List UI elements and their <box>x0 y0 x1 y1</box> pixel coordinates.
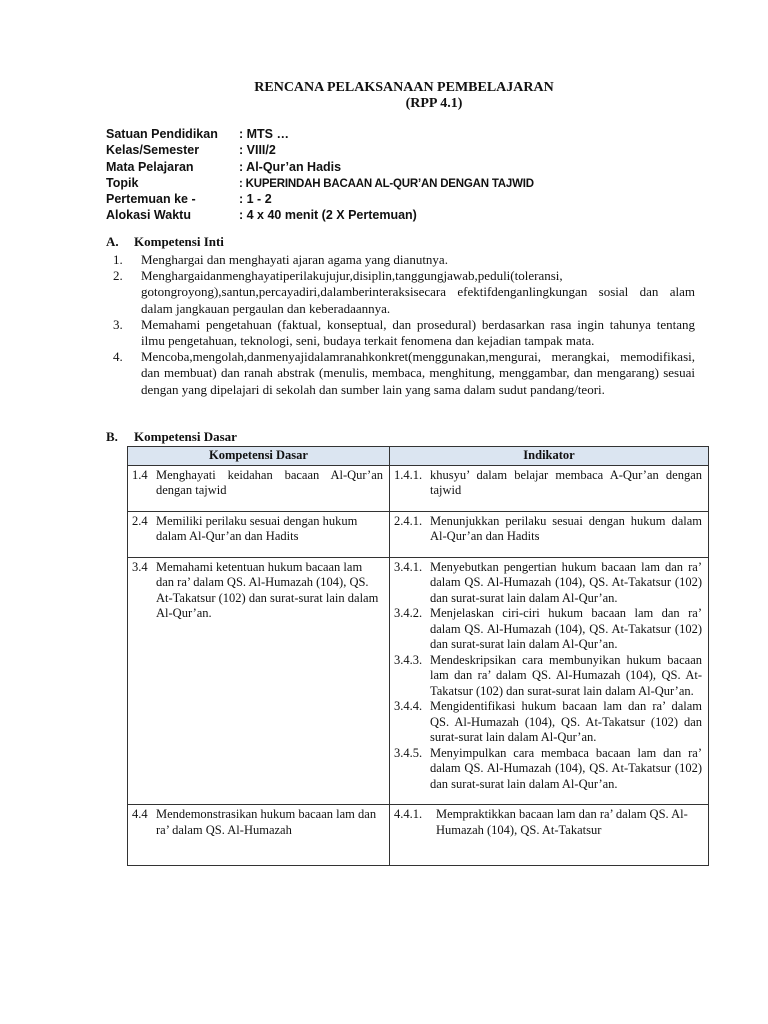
indicator-number: 4.4.1. <box>394 807 423 821</box>
list-number: 1. <box>113 252 123 267</box>
document-subtitle: (RPP 4.1) <box>405 96 463 111</box>
section-title: Kompetensi Dasar <box>134 429 237 444</box>
indicator-cell <box>390 511 709 557</box>
document-title: RENCANA PELAKSANAAN PEMBELAJARAN <box>254 80 554 95</box>
kd-number: 3.4 <box>132 559 148 574</box>
kd-cell <box>128 805 390 866</box>
indicator-number: 2.4.1. <box>394 513 423 528</box>
identity-label: Kelas/Semester <box>106 143 200 158</box>
list-text: Mencoba,mengolah,danmenyajidalamranahkonkret(menggunakan,mengurai, merangkai, memodifikasi, dan membuat) dan ranah abstrak (menulis, membaca, menghitung, menggambar, dan mengarang) sesuai dengan yang dipelajari di sekolah dan sumber lain yang sama dalam sudut pandang/teori. <box>141 349 695 397</box>
table-row <box>128 557 709 805</box>
list-text: Menghargaidanmenghayatiperilakujujur,disiplin,tanggungjawab,peduli(toleransi, gotongroyong),santun,percayadiri,dalamberinteraksisecara efektifdenganlingkungan sosial dan alam dalam jangkauan pergaulan dan keberadaannya. <box>141 268 695 316</box>
identity-label: Pertemuan ke - <box>106 192 196 207</box>
column-header-indikator: Indikator <box>390 447 709 466</box>
indicator-text: Menjelaskan ciri-ciri hukum bacaan lam dan ra’ dalam QS. Al-Humazah (104), QS. At-Takatsur (102) dan surat-surat lain dalam Al-Qur’an. <box>430 606 702 651</box>
identity-row <box>106 175 534 191</box>
indicator-number: 3.4.1. <box>394 559 423 574</box>
kd-number: 1.4 <box>132 467 148 482</box>
list-text: Memahami pengetahuan (faktual, konseptual, dan prosedural) berdasarkan rasa ingin tahunya tentang ilmu pengetahuan, teknologi, seni, budaya terkait fenomena dan kejadian tampak mata. <box>141 316 695 349</box>
identity-label: Mata Pelajaran <box>106 159 194 174</box>
kompetensi-inti-list <box>113 252 695 398</box>
indicator-text: Menyebutkan pengertian hukum bacaan lam dan ra’ dalam QS. Al-Humazah (104), QS. At-Takatsur (102) dan surat-surat lain dalam Al-Qur’an. <box>430 559 702 605</box>
list-number: 3. <box>113 316 123 332</box>
indicator-cell <box>390 805 709 866</box>
section-letter: A. <box>106 234 119 249</box>
identity-value: : VIII/2 <box>239 143 276 158</box>
indicator-text: Mendeskripsikan cara membunyikan hukum bacaan lam dan ra’ dalam QS. Al-Humazah (104), QS. At-Takatsur (102) dan surat-surat lain dalam Al-Qur’an. <box>430 652 702 698</box>
indicator-number: 3.4.5. <box>394 745 423 760</box>
indicator-text: khusyu’ dalam belajar membaca A-Qur’an dengan tajwid <box>430 467 702 497</box>
indicator-cell <box>390 465 709 511</box>
indicator-text: Mempraktikkan bacaan lam dan ra’ dalam QS. Al-Humazah (104), QS. At-Takatsur <box>436 807 688 837</box>
kd-text: Mendemonstrasikan hukum bacaan lam dan ra’ dalam QS. Al-Humazah <box>156 807 377 837</box>
indicator-number: 3.4.3. <box>394 652 423 667</box>
kd-number: 4.4 <box>132 807 148 821</box>
indicator-number: 3.4.2. <box>394 606 423 620</box>
identity-row <box>106 159 534 175</box>
kd-text: Memiliki perilaku sesuai dengan hukum dalam Al-Qur’an dan Hadits <box>156 513 358 543</box>
indicator-text: Menunjukkan perilaku sesuai dengan hukum dalam Al-Qur’an dan Hadits <box>430 513 702 543</box>
kd-text: Memahami ketentuan hukum bacaan lam dan ra’ dalam QS. Al-Humazah (104), QS. At-Takatsur (102) dan surat-surat lain dalam Al-Qur’an. <box>156 559 379 620</box>
table-header-row <box>128 447 709 466</box>
kompetensi-dasar-table <box>127 446 709 866</box>
identity-value: : 1 - 2 <box>239 192 272 207</box>
identity-row <box>106 207 534 223</box>
kd-cell <box>128 465 390 511</box>
section-title: Kompetensi Inti <box>134 234 224 249</box>
indicator-text: Menyimpulkan cara membaca bacaan lam dan ra’ dalam QS. Al-Humazah (104), QS. At-Takatsur (102) dan surat-surat lain dalam Al-Qur’an. <box>430 745 702 791</box>
identity-block <box>106 126 534 224</box>
kd-cell <box>128 511 390 557</box>
list-number: 2. <box>113 268 123 284</box>
column-header-kd: Kompetensi Dasar <box>128 447 390 466</box>
identity-value: : Al-Qur’an Hadis <box>239 159 342 174</box>
kd-number: 2.4 <box>132 513 148 528</box>
table-row <box>128 805 709 866</box>
identity-value: : MTS … <box>239 127 289 141</box>
identity-row <box>106 126 534 142</box>
section-a-heading <box>106 234 224 250</box>
table-row <box>128 465 709 511</box>
table-row <box>128 511 709 557</box>
indicator-number: 1.4.1. <box>394 467 423 482</box>
identity-value: : 4 x 40 menit (2 X Pertemuan) <box>239 208 417 223</box>
identity-value: : KUPERINDAH BACAAN AL-QUR’AN DENGAN TAJWID <box>239 177 534 190</box>
identity-row <box>106 142 534 158</box>
indicator-cell <box>390 557 709 805</box>
list-text: Menghargai dan menghayati ajaran agama yang dianutnya. <box>141 252 448 267</box>
section-b-heading <box>106 429 237 445</box>
identity-label: Alokasi Waktu <box>106 208 191 223</box>
kd-cell <box>128 557 390 805</box>
identity-row <box>106 191 534 207</box>
indicator-number: 3.4.4. <box>394 699 423 713</box>
list-item <box>113 317 695 349</box>
list-item <box>113 268 695 317</box>
kd-text: Menghayati keidahan bacaan Al-Qur’an dengan tajwid <box>156 467 383 497</box>
indicator-text: Mengidentifikasi hukum bacaan lam dan ra’ dalam QS. Al-Humazah (104), QS. At-Takatsur (102) dan surat-surat lain dalam Al-Qur’an. <box>430 699 702 744</box>
identity-label: Satuan Pendidikan <box>106 127 218 141</box>
list-item <box>113 252 695 268</box>
identity-label: Topik <box>106 175 139 190</box>
section-letter: B. <box>106 429 118 444</box>
list-item <box>113 349 695 398</box>
list-number: 4. <box>113 349 123 365</box>
